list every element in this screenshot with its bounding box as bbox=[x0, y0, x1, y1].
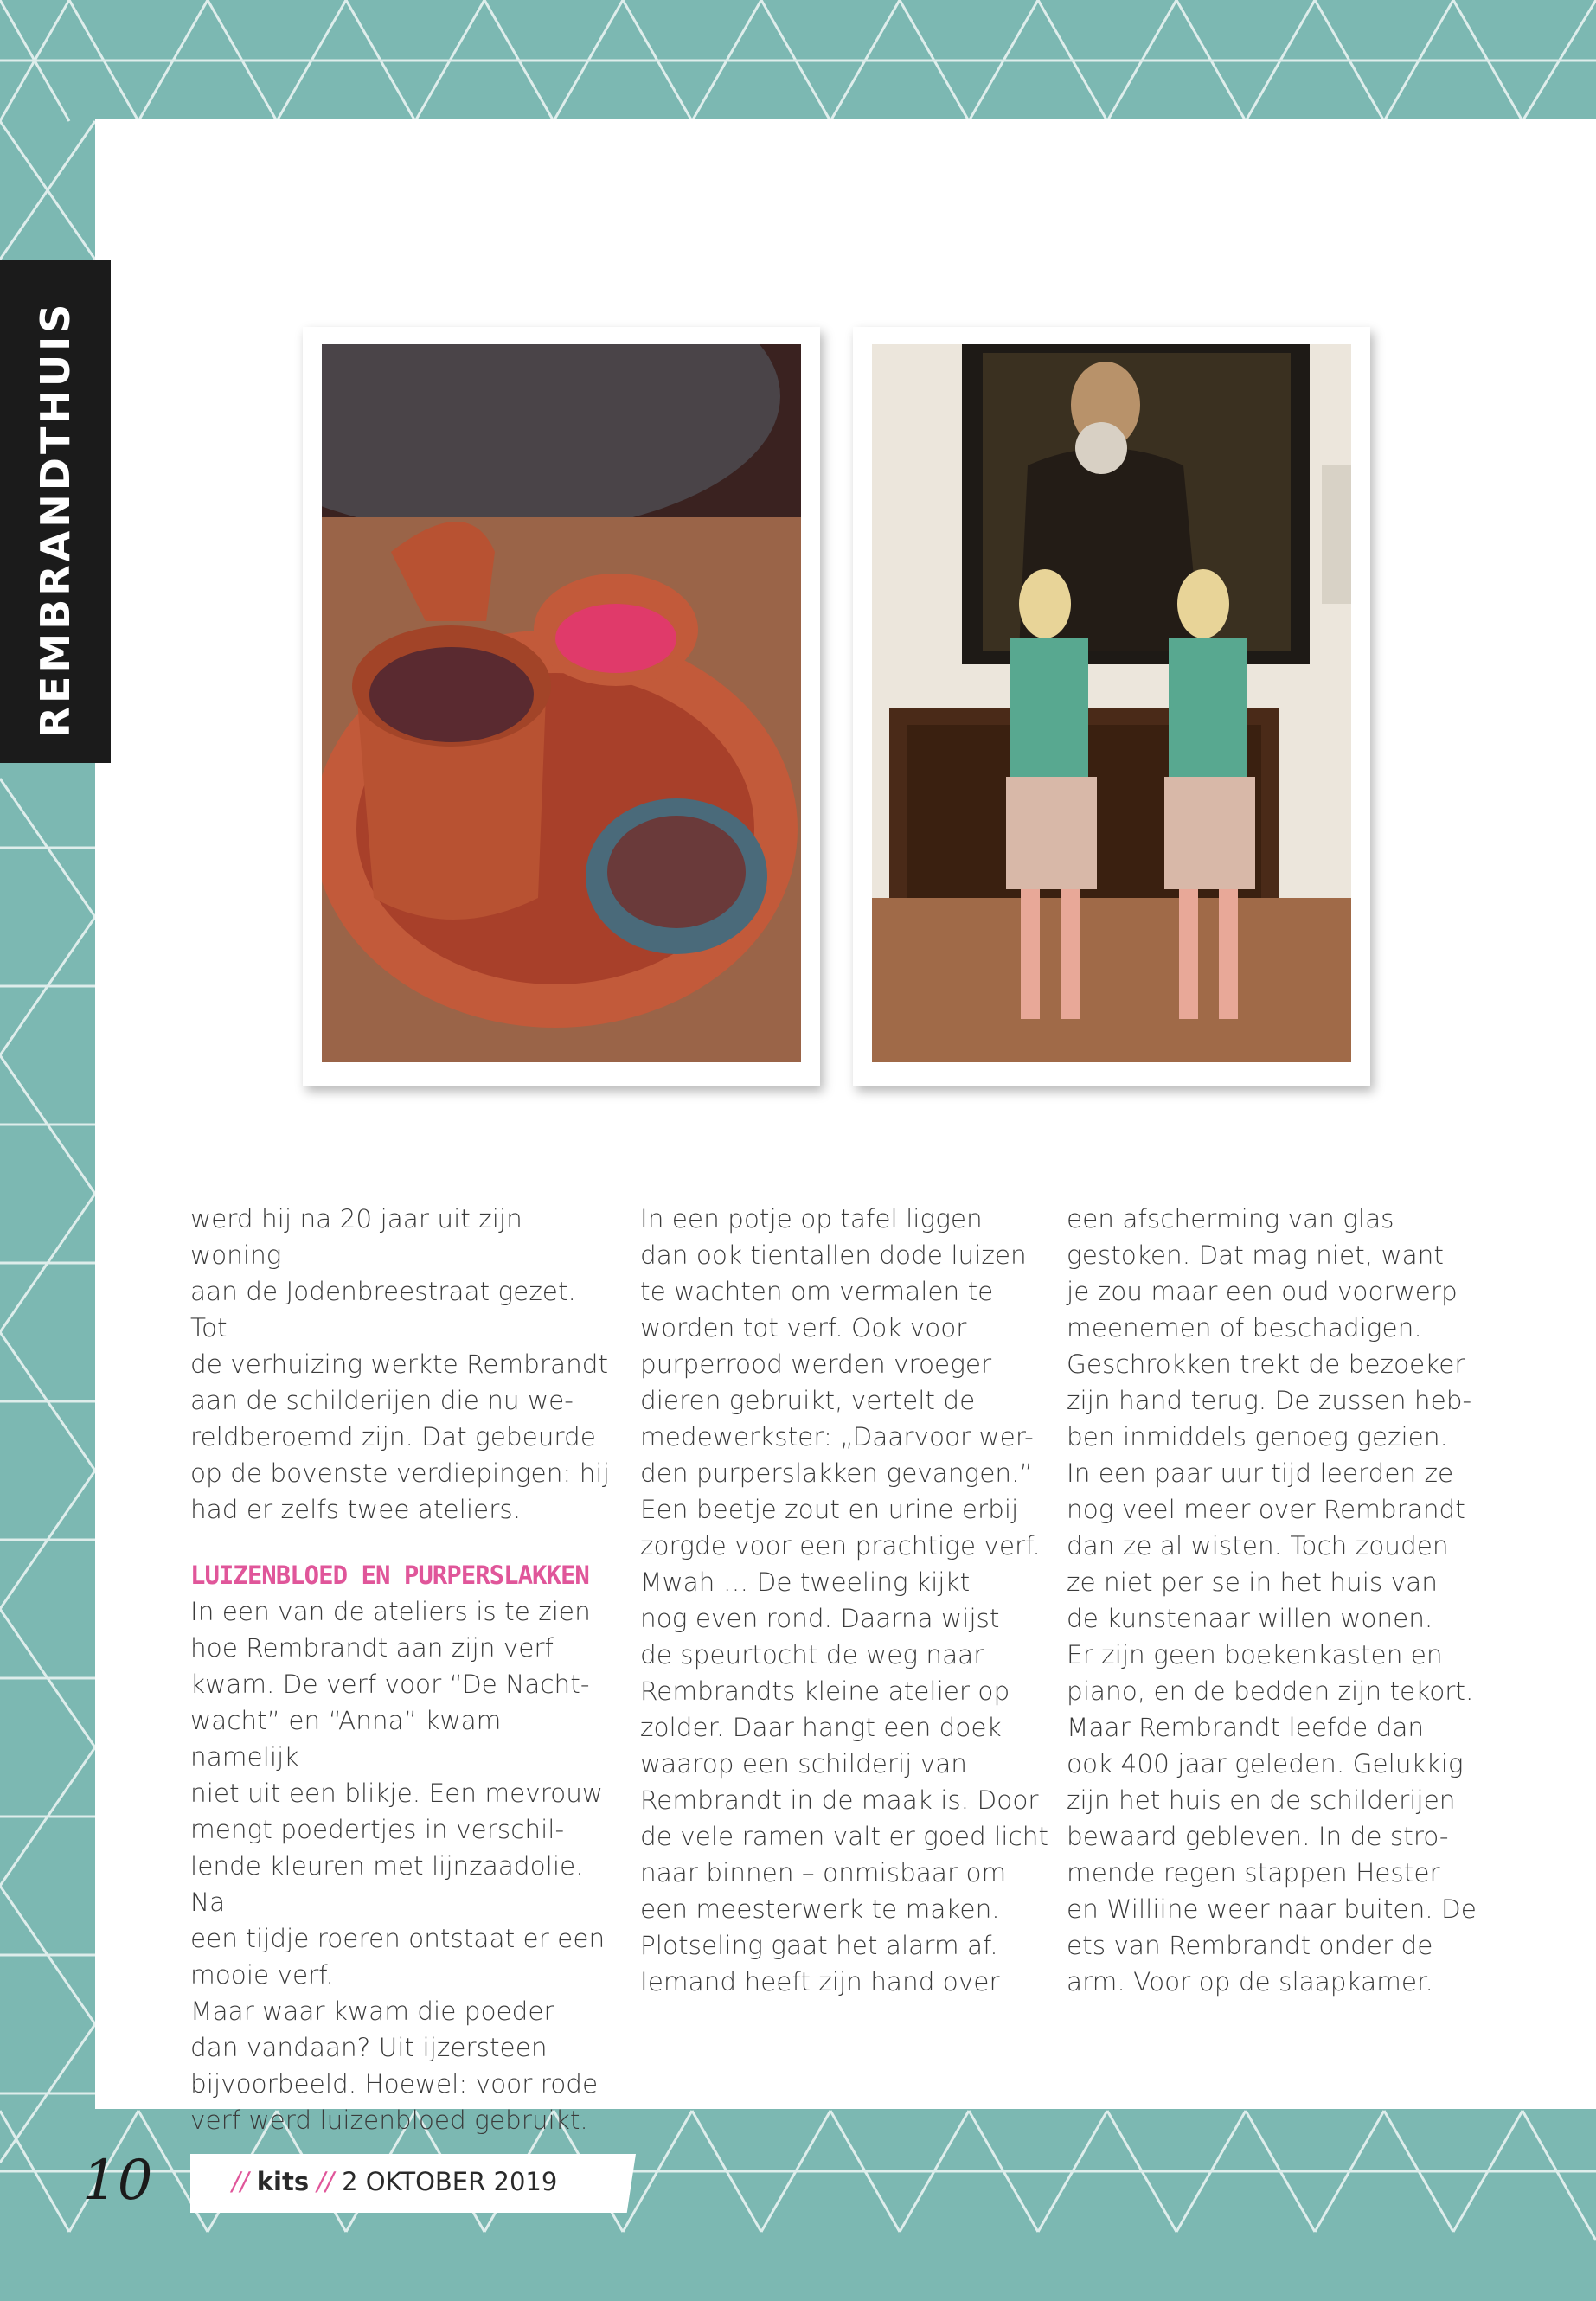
photo-twins bbox=[872, 344, 1351, 1062]
column-1-paragraph-2: In een van de ateliers is te zien hoe Rembrandt aan zijn verf kwam. De verf voor “De Nacht- wacht” en “Anna” kwam namelijk niet uit een blikje. Een mevrouw mengt poedertjes in verschil- lende kleuren met lijnzaadolie. Na een tijdje roeren ontstaat er een mooie verf. Maar waar kwam die poeder dan vandaan? Uit ijzersteen bijvoorbeeld. Hoewel: voor rode verf werd luizenbloed gebruikt. bbox=[190, 1597, 606, 2135]
paint-pigments-photo bbox=[303, 327, 820, 1086]
text-column-2: In een potje op tafel liggen dan ook tientallen dode luizen te wachten om vermalen te worden tot verf. Ook voor purperrood werden vroeger dieren gebruikt, vertelt de medewerkster: „Daarvoor wer- den purperslakken gevangen.” Een beetje zout en urine erbij zorgde voor een prachtige verf. Mwah … De tweeling kijkt nog even rond. Daarna wijst de speurtocht de weg naar Rembrandts kleine atelier op zolder. Daar hangt een doek waarop een schilderij van Rembrandt in de maak is. Door de vele ramen valt er goed licht naar binnen – onmisbaar om een meesterwerk te maken. Plotseling gaat het alarm af. Iemand heeft zijn hand over bbox=[640, 1204, 1048, 1997]
footer-date: 2 OKTOBER 2019 bbox=[342, 2167, 558, 2196]
page-number: 10 bbox=[82, 2149, 153, 2213]
footer-slash-2: // bbox=[317, 2167, 334, 2196]
section-label: REMBRANDTHUIS bbox=[32, 300, 79, 738]
painting-twins-photo bbox=[853, 327, 1370, 1086]
footer-brand: kits bbox=[256, 2167, 310, 2196]
subheading: LUIZENBLOED EN PURPERSLAKKEN bbox=[190, 1561, 589, 1590]
text-column-3: een afscherming van glas gestoken. Dat mag niet, want je zou maar een oud voorwerp meenemen of beschadigen. Geschrokken trekt de bezoeker zijn hand terug. De zussen heb- ben inmiddels genoeg gezien. In een paar uur tijd leerden ze nog veel meer over Rembrandt dan ze al wisten. Toch zouden ze niet per se in het huis van de kunstenaar willen wonen. Er zijn geen boekenkasten en piano, en de bedden zijn tekort. Maar Rembrandt leefde dan ook 400 jaar geleden. Gelukkig zijn het huis en de schilderijen bewaard gebleven. In de stro- mende regen stappen Hester en Williine weer naar buiten. De ets van Rembrandt onder de arm. Voor op de slaapkamer. bbox=[1067, 1204, 1477, 1997]
footer-slash-1: // bbox=[232, 2167, 249, 2196]
photo-pigments bbox=[322, 344, 801, 1062]
column-1-paragraph-1: werd hij na 20 jaar uit zijn woning aan de Jodenbreestraat gezet. Tot de verhuizing werkte Rembrandt aan de schilderijen die nu we- reldberoemd zijn. Dat gebeurde op de bovenste verdiepingen: hij had er zelfs twee ateliers. bbox=[190, 1204, 610, 1524]
text-column-1 bbox=[190, 1201, 614, 2138]
footer-text bbox=[232, 2167, 557, 2196]
